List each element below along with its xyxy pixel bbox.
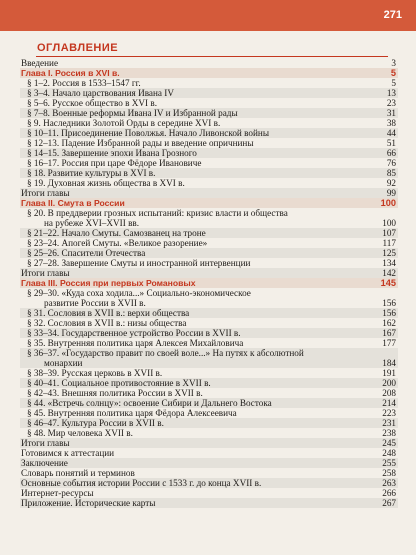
toc-entry-title: § 16–17. Россия при царе Фёдоре Ивановиче <box>27 158 202 168</box>
toc-entry-title: Заключение <box>21 458 68 468</box>
toc-entry-row[interactable] <box>20 288 398 308</box>
toc-entry-page: 100 <box>382 218 396 228</box>
toc-entry-page: 66 <box>386 148 396 158</box>
toc-entry-page: 145 <box>380 278 396 288</box>
toc-chapter-row[interactable] <box>20 198 398 208</box>
toc-entry-title: Итоги главы <box>21 188 70 198</box>
toc-entry-page: 263 <box>382 478 396 488</box>
toc-entry-row[interactable] <box>20 248 398 258</box>
toc-entry-row[interactable] <box>20 428 398 438</box>
toc-entry-row[interactable] <box>20 148 398 158</box>
toc-entry-row[interactable] <box>20 378 398 388</box>
toc-entry-title: Основные события истории России с 1533 г. до конца XVII в. <box>21 478 262 488</box>
toc-entry-row[interactable] <box>20 468 398 478</box>
toc-entry-title: § 48. Мир человека XVII в. <box>27 428 133 438</box>
toc-entry-row[interactable] <box>20 348 398 368</box>
page-number: 271 <box>383 9 402 21</box>
toc-entry-page: 100 <box>380 198 396 208</box>
toc-entry-page: 266 <box>382 488 396 498</box>
toc-entry-row[interactable] <box>20 308 398 318</box>
toc-entry-row[interactable] <box>20 128 398 138</box>
toc-entry-page: 231 <box>382 418 396 428</box>
toc-entry-page: 177 <box>382 338 396 348</box>
toc-entry-title: § 40–41. Социальное противостояние в XVII в. <box>27 378 211 388</box>
toc-entry-row[interactable] <box>20 318 398 328</box>
toc-entry-title-continued: развитие России в XVII в. <box>44 298 146 308</box>
toc-entry-row[interactable] <box>20 388 398 398</box>
toc-entry-title: § 42–43. Внешняя политика России в XVII в. <box>27 388 203 398</box>
toc-entry-row[interactable] <box>20 398 398 408</box>
toc-entry-page: 208 <box>382 388 396 398</box>
toc-entry-title: § 12–13. Падение Избранной рады и введение опричнины <box>27 138 254 148</box>
toc-entry-title: § 10–11. Присоединение Поволжья. Начало Ливонской войны <box>27 128 269 138</box>
toc-entry-page: 255 <box>382 458 396 468</box>
toc-entry-title: § 46–47. Культура России в XVII в. <box>27 418 164 428</box>
toc-entry-page: 238 <box>382 428 396 438</box>
toc-entry-title: § 3–4. Начало царствования Ивана IV <box>27 88 174 98</box>
toc-entry-row[interactable] <box>20 408 398 418</box>
toc-entry-page: 99 <box>386 188 396 198</box>
toc-entry-title: § 23–24. Апогей Смуты. «Великое разорение» <box>27 238 208 248</box>
toc-entry-page: 267 <box>382 498 396 508</box>
toc-entry-title: § 25–26. Спасители Отечества <box>27 248 146 258</box>
toc-entry-row[interactable] <box>20 168 398 178</box>
toc-entry-title-continued: монархии <box>44 358 83 368</box>
toc-entry-row[interactable] <box>20 258 398 268</box>
toc-entry-page: 125 <box>382 248 396 258</box>
toc-chapter-row[interactable] <box>20 278 398 288</box>
toc-entry-row[interactable] <box>20 58 398 68</box>
toc-entry-title: Итоги главы <box>21 438 70 448</box>
toc-entry-title: § 5–6. Русское общество в XVI в. <box>27 98 158 108</box>
toc-entry-page: 167 <box>382 328 396 338</box>
toc-entry-page: 248 <box>382 448 396 458</box>
toc-entry-row[interactable] <box>20 188 398 198</box>
toc-entry-row[interactable] <box>20 88 398 98</box>
toc-entry-title: § 44. «Встречь солнцу»: освоение Сибири и Дальнего Востока <box>27 398 272 408</box>
toc-entry-page: 107 <box>382 228 396 238</box>
toc-entry-page: 5 <box>390 68 396 78</box>
toc-entry-row[interactable] <box>20 488 398 498</box>
toc-title-rule <box>36 56 388 57</box>
toc-entry-row[interactable] <box>20 338 398 348</box>
toc-entry-row[interactable] <box>20 208 398 228</box>
toc-entry-title: § 20. В преддверии грозных испытаний: кризис власти и общества <box>27 208 288 218</box>
toc-entry-row[interactable] <box>20 238 398 248</box>
table-of-contents <box>20 58 398 508</box>
toc-entry-title: § 29–30. «Куда соха ходила...» Социально-экономическое <box>27 288 251 298</box>
toc-entry-title: Глава II. Смута в России <box>21 198 125 208</box>
toc-entry-row[interactable] <box>20 138 398 148</box>
toc-entry-title: § 31. Сословия в XVII в.: верхи общества <box>27 308 190 318</box>
page-header-bar <box>0 0 416 31</box>
toc-entry-title: Глава III. Россия при первых Романовых <box>21 278 196 288</box>
toc-entry-page: 223 <box>382 408 396 418</box>
toc-entry-page: 117 <box>382 238 396 248</box>
toc-entry-page: 162 <box>382 318 396 328</box>
toc-entry-page: 191 <box>382 368 396 378</box>
toc-entry-title: § 35. Внутренняя политика царя Алексея Михайловича <box>27 338 244 348</box>
toc-entry-page: 31 <box>386 108 396 118</box>
toc-entry-title: § 45. Внутренняя политика царя Фёдора Алексеевича <box>27 408 237 418</box>
toc-entry-page: 23 <box>386 98 396 108</box>
toc-entry-page: 38 <box>386 118 396 128</box>
toc-entry-row[interactable] <box>20 228 398 238</box>
toc-entry-page: 44 <box>386 128 396 138</box>
toc-entry-title: § 21–22. Начало Смуты. Самозванец на троне <box>27 228 206 238</box>
toc-entry-title: § 36–37. «Государство правит по своей воле...» На путях к абсолютной <box>27 348 304 358</box>
toc-entry-row[interactable] <box>20 178 398 188</box>
toc-entry-page: 92 <box>386 178 396 188</box>
toc-entry-row[interactable] <box>20 418 398 428</box>
toc-entry-title: § 9. Наследники Золотой Орды в середине XVI в. <box>27 118 221 128</box>
toc-title: ОГЛАВЛЕНИЕ <box>37 42 119 54</box>
toc-entry-title: § 19. Духовная жизнь общества в XVI в. <box>27 178 185 188</box>
toc-entry-row[interactable] <box>20 328 398 338</box>
toc-entry-page: 214 <box>382 398 396 408</box>
toc-entry-page: 76 <box>386 158 396 168</box>
toc-entry-title: § 14–15. Завершение эпохи Ивана Грозного <box>27 148 197 158</box>
toc-entry-page: 51 <box>386 138 396 148</box>
toc-entry-row[interactable] <box>20 458 398 468</box>
toc-entry-page: 5 <box>391 78 396 88</box>
toc-entry-page: 85 <box>386 168 396 178</box>
toc-entry-page: 245 <box>382 438 396 448</box>
toc-entry-page: 134 <box>382 258 396 268</box>
toc-entry-title: Введение <box>21 58 59 68</box>
toc-entry-title: § 33–34. Государственное устройство России в XVII в. <box>27 328 241 338</box>
toc-entry-title: § 7–8. Военные реформы Ивана IV и Избранной рады <box>27 108 238 118</box>
toc-entry-title: Словарь понятий и терминов <box>21 468 135 478</box>
toc-entry-page: 142 <box>382 268 396 278</box>
toc-entry-title: Интернет-ресурсы <box>21 488 94 498</box>
toc-entry-title: § 38–39. Русская церковь в XVII в. <box>27 368 163 378</box>
toc-entry-row[interactable] <box>20 118 398 128</box>
toc-entry-title: § 32. Сословия в XVII в.: низы общества <box>27 318 187 328</box>
toc-entry-page: 184 <box>382 358 396 368</box>
toc-entry-title: § 27–28. Завершение Смуты и иностранной интервенции <box>27 258 251 268</box>
toc-entry-row[interactable] <box>20 108 398 118</box>
toc-entry-page: 156 <box>382 298 396 308</box>
toc-entry-page: 258 <box>382 468 396 478</box>
toc-entry-title: Приложение. Исторические карты <box>21 498 156 508</box>
toc-entry-row[interactable] <box>20 368 398 378</box>
toc-entry-row[interactable] <box>20 438 398 448</box>
toc-entry-row[interactable] <box>20 448 398 458</box>
toc-entry-row[interactable] <box>20 98 398 108</box>
toc-entry-title: Готовимся к аттестации <box>21 448 115 458</box>
toc-entry-title: Глава I. Россия в XVI в. <box>21 68 120 78</box>
toc-entry-page: 200 <box>382 378 396 388</box>
toc-entry-page: 3 <box>391 58 396 68</box>
toc-entry-row[interactable] <box>20 78 398 88</box>
toc-entry-page: 13 <box>386 88 396 98</box>
toc-entry-row[interactable] <box>20 268 398 278</box>
toc-entry-title: § 18. Развитие культуры в XVI в. <box>27 168 156 178</box>
toc-entry-title: § 1–2. Россия в 1533–1547 гг. <box>27 78 141 88</box>
toc-entry-row[interactable] <box>20 498 398 508</box>
toc-entry-title: Итоги главы <box>21 268 70 278</box>
toc-entry-row[interactable] <box>20 158 398 168</box>
toc-chapter-row[interactable] <box>20 68 398 78</box>
toc-entry-page: 156 <box>382 308 396 318</box>
toc-entry-row[interactable] <box>20 478 398 488</box>
toc-entry-title-continued: на рубеже XVI–XVII вв. <box>44 218 140 228</box>
